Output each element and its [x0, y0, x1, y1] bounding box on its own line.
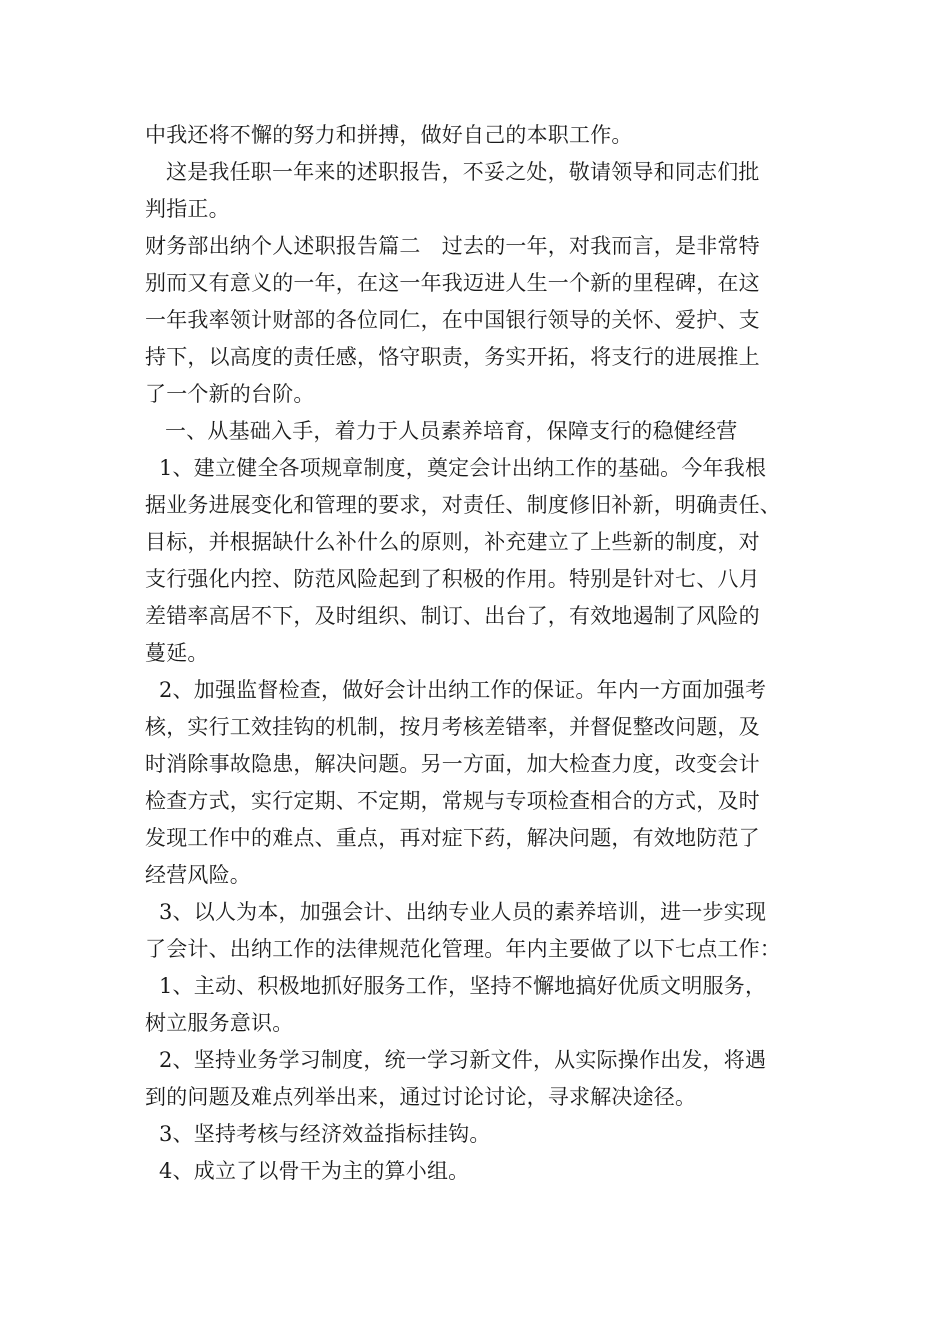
text-line: 发现工作中的难点、重点，再对症下药，解决问题，有效地防范了: [145, 826, 760, 850]
text-line: 检查方式，实行定期、不定期，常规与专项检查相合的方式，及时: [145, 789, 760, 813]
text-line: 树立服务意识。: [145, 1011, 294, 1035]
text-line: 核，实行工效挂钩的机制，按月考核差错率，并督促整改问题，及: [145, 715, 760, 739]
section-title-line: 财务部出纳个人述职报告篇二 过去的一年，对我而言，是非常特: [145, 234, 760, 258]
text-line: 这是我任职一年来的述职报告，不妥之处，敬请领导和同志们批: [166, 160, 760, 184]
document-body: [145, 117, 825, 1190]
text-line: 2、加强监督检查，做好会计出纳工作的保证。年内一方面加强考: [159, 678, 767, 702]
text-line: 别而又有意义的一年，在这一年我迈进人生一个新的里程碑，在这: [145, 271, 760, 295]
text-line: 3、以人为本，加强会计、出纳专业人员的素养培训，进一步实现: [159, 900, 767, 924]
heading-line: 一、从基础入手，着力于人员素养培育，保障支行的稳健经营: [165, 419, 738, 443]
text-line: 时消除事故隐患，解决问题。另一方面，加大检查力度，改变会计: [145, 752, 760, 776]
text-line: 了一个新的台阶。: [145, 382, 315, 406]
text-line: 判指正。: [145, 197, 230, 221]
text-line: 1、建立健全各项规章制度，奠定会计出纳工作的基础。今年我根: [159, 456, 767, 480]
text-line: 差错率高居不下，及时组织、制订、出台了，有效地遏制了风险的: [145, 604, 760, 628]
text-line: 经营风险。: [145, 863, 251, 887]
text-line: 蔓延。: [145, 641, 209, 665]
text-line: 4、成立了以骨干为主的算小组。: [159, 1159, 470, 1183]
text-line: 2、坚持业务学习制度，统一学习新文件，从实际操作出发，将遇: [159, 1048, 767, 1072]
text-line: 中我还将不懈的努力和拼搏，做好自己的本职工作。: [145, 123, 633, 147]
text-line: 目标，并根据缺什么补什么的原则，补充建立了上些新的制度，对: [145, 530, 760, 554]
text-line: 了会计、出纳工作的法律规范化管理。年内主要做了以下七点工作：: [145, 937, 781, 961]
text-line: 一年我率领计财部的各位同仁，在中国银行领导的关怀、爱护、支: [145, 308, 760, 332]
text-line: 支行强化内控、防范风险起到了积极的作用。特别是针对七、八月: [145, 567, 760, 591]
text-line: 到的问题及难点列举出来，通过讨论讨论，寻求解决途径。: [145, 1085, 697, 1109]
text-line: 3、坚持考核与经济效益指标挂钩。: [159, 1122, 491, 1146]
text-line: 持下，以高度的责任感，恪守职责，务实开拓，将支行的进展推上: [145, 345, 760, 369]
text-line: 据业务进展变化和管理的要求，对责任、制度修旧补新，明确责任、: [145, 493, 781, 517]
text-line: 1、主动、积极地抓好服务工作，坚持不懈地搞好优质文明服务，: [159, 974, 767, 998]
